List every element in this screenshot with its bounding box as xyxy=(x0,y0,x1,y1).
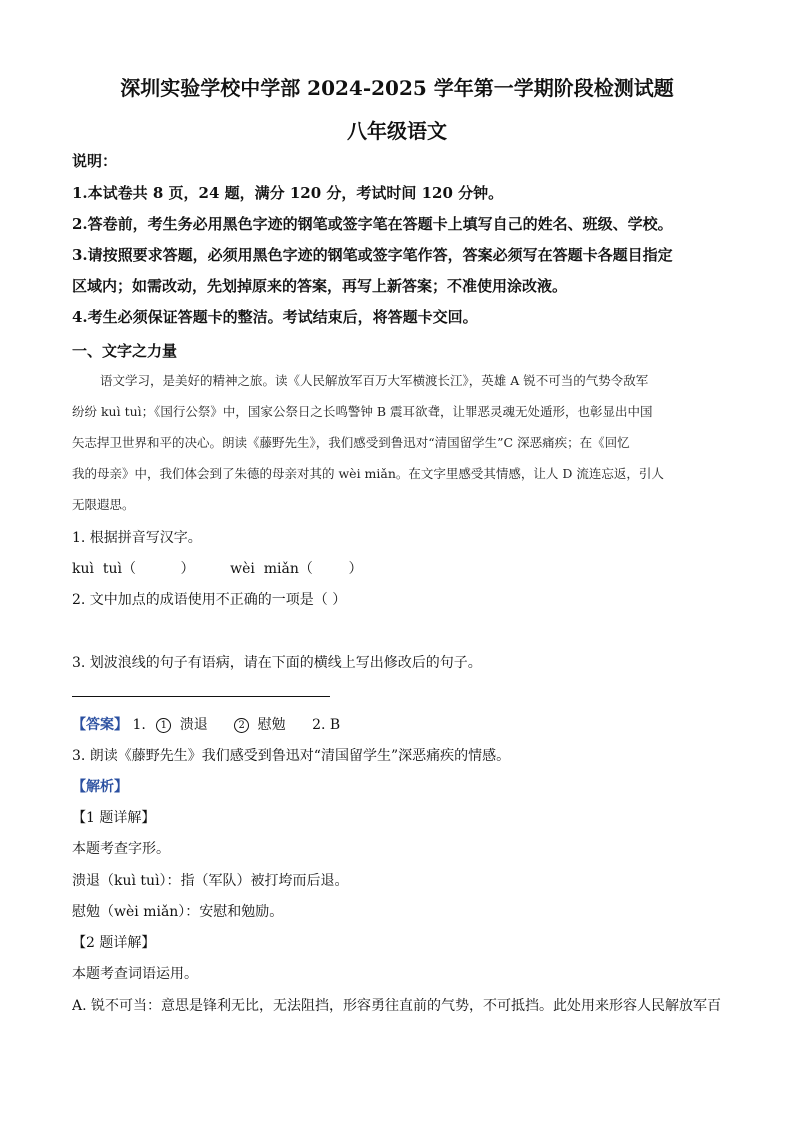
question-3: 3. 划波浪线的句子有语病，请在下面的横线上写出修改后的句子。 xyxy=(72,655,482,671)
answer-q1-number: 1. xyxy=(132,717,146,733)
answer-q2: 2. B xyxy=(312,717,341,733)
answer-q3: 3. 朗读《藤野先生》我们感受到鲁迅对“清国留学生”深恶痛疾的情感。 xyxy=(72,748,511,764)
question-1: 1. 根据拼音写汉字。 xyxy=(72,530,202,546)
instruction-item-2: 2.答卷前，考生务必用黑色字迹的钢笔或签字笔在答题卡上填写自己的姓名、班级、学校。 xyxy=(72,215,673,233)
circled-number-1: 1 xyxy=(156,718,171,733)
instruction-item-3: 3.请按照要求答题，必须用黑色字迹的钢笔或签字笔作答，答案必须写在答题卡各题目指定 xyxy=(72,246,673,264)
q2-detail-heading: 【2 题详解】 xyxy=(72,935,156,951)
answer-row xyxy=(72,714,722,734)
answer-blank-line xyxy=(72,696,330,697)
passage-line-4: 我的母亲》中，我们体会到了朱德的母亲对其的 wèi miǎn。在文字里感受其情感，让人 D 流连忘返，引人 xyxy=(72,466,664,481)
passage-line-3 xyxy=(72,433,722,451)
question-1-blanks: kuì tuì（ ） wèi miǎn（ ） xyxy=(72,561,363,577)
passage-line-5: 无限遐思。 xyxy=(72,497,135,512)
wavy-underlined-sentence: 朗读《藤野先生》，我们感受到鲁迅对“清国留学生”C 深恶痛疾 xyxy=(222,435,568,450)
analysis-tag: 【解析】 xyxy=(72,779,128,795)
q2-detail-line-2: A. 锐不可当：意思是锋利无比，无法阻挡，形容勇往直前的气势，不可抵挡。此处用来形容人民解放军百 xyxy=(72,998,722,1014)
instructions-label: 说明： xyxy=(72,152,118,170)
instruction-item-1: 1.本试卷共 8 页，24 题，满分 120 分，考试时间 120 分钟。 xyxy=(72,184,504,202)
q1-detail-heading: 【1 题详解】 xyxy=(72,810,156,826)
q2-detail-line-1: 本题考查词语运用。 xyxy=(72,966,198,982)
passage-line-3-end: ；在《回忆 xyxy=(567,435,630,450)
exam-title: 深圳实验学校中学部 2024-2025 学年第一学期阶段检测试题 xyxy=(120,76,674,100)
q1-detail-line-1: 本题考查字形。 xyxy=(72,841,170,857)
q1-detail-line-2: 溃退（kuì tuì）：指（军队）被打垮而后退。 xyxy=(72,873,349,889)
passage-line-2: 纷纷 kuì tuì；《国行公祭》中，国家公祭日之长鸣警钟 B 震耳欲聋，让罪恶灵魂无处遁形，也彰显出中国 xyxy=(72,404,653,419)
instruction-item-4: 4.考生必须保证答题卡的整洁。考试结束后，将答题卡交回。 xyxy=(72,308,478,326)
circled-number-2: 2 xyxy=(234,718,249,733)
passage-line-3-start: 矢志捍卫世界和平的决心。 xyxy=(72,435,223,450)
instruction-item-3-cont: 区域内；如需改动，先划掉原来的答案，再写上新答案；不准使用涂改液。 xyxy=(72,277,568,295)
section-heading: 一、文字之力量 xyxy=(72,342,178,360)
answer-1: 溃退 xyxy=(179,717,208,733)
answer-tag: 【答案】 xyxy=(72,717,128,733)
passage-line-1: 语文学习，是美好的精神之旅。读《人民解放军百万大军横渡长江》，英雄 A 锐不可当的气势令敌军 xyxy=(100,373,649,388)
answer-2: 慰勉 xyxy=(257,717,286,733)
exam-subtitle: 八年级语文 xyxy=(347,119,447,143)
question-2: 2. 文中加点的成语使用不正确的一项是（ ） xyxy=(72,592,347,608)
q1-detail-line-3: 慰勉（wèi miǎn）：安慰和勉励。 xyxy=(72,904,284,920)
